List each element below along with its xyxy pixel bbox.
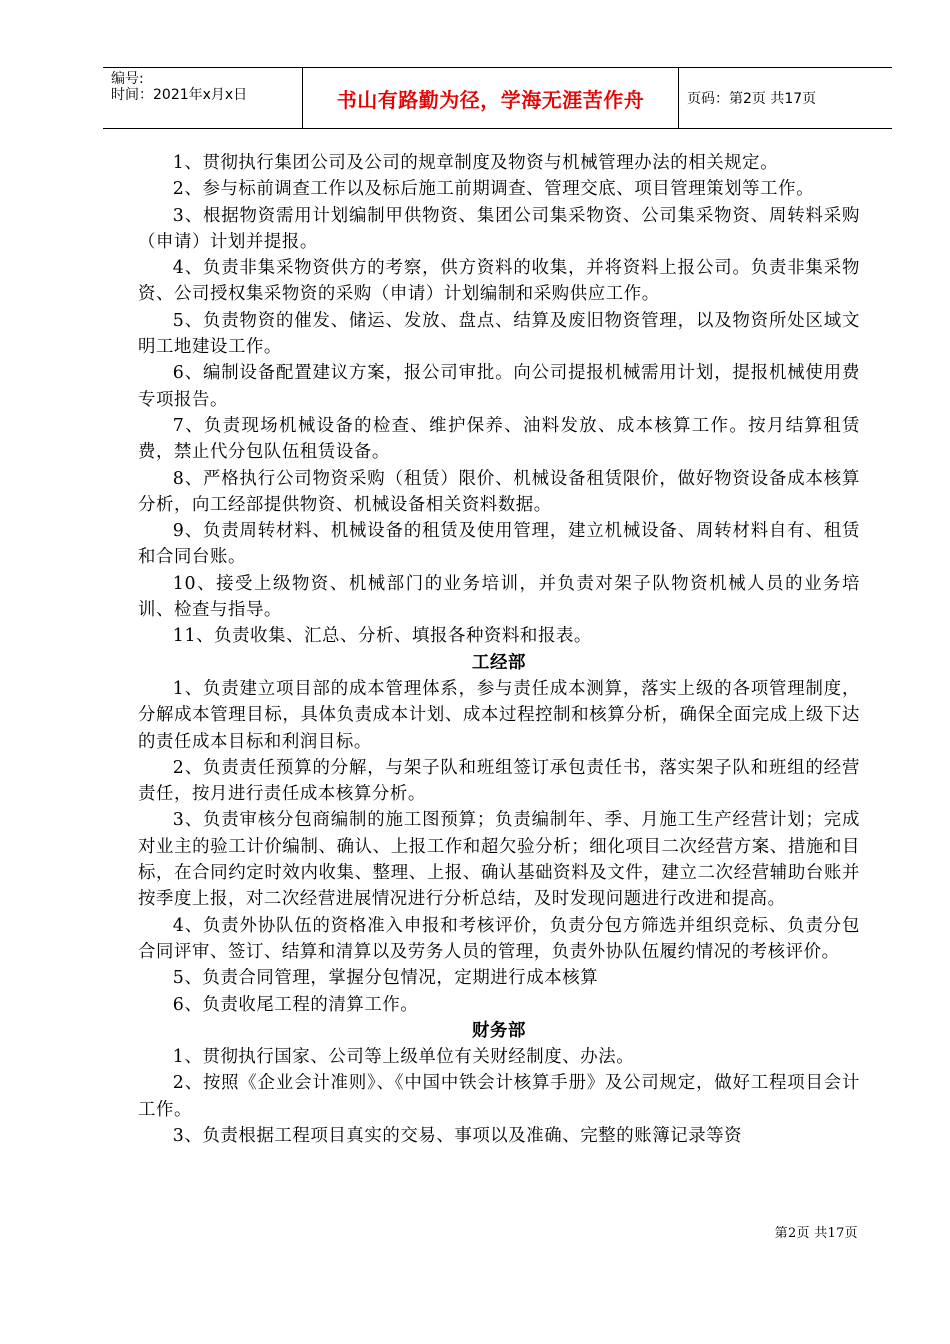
clause-paragraph: 4、负责非集采物资供方的考察，供方资料的收集，并将资料上报公司。负责非集采物资、公司授权集采物资的采购（申请）计划编制和采购供应工作。	[138, 258, 860, 305]
header-page-code: 页码：第2页 共17页	[687, 91, 817, 107]
clause-paragraph: 3、负责根据工程项目真实的交易、事项以及准确、完整的账簿记录等资	[172, 1125, 743, 1146]
clause-paragraph: 10、接受上级物资、机械部门的业务培训，并负责对架子队物资机械人员的业务培训、检查与指导。	[138, 573, 860, 621]
page-footer: 第2页 共17页	[774, 1226, 858, 1241]
clause-paragraph: 7、负责现场机械设备的检查、维护保养、油料发放、成本核算工作。按月结算租赁费，禁止代分包队伍租赁设备。	[138, 415, 860, 463]
document-number: 编号:	[111, 71, 144, 87]
clause-paragraph: 2、参与标前调查工作以及标后施工前期调查、管理交底、项目管理策划等工作。	[172, 179, 815, 200]
clause-paragraph: 6、负责收尾工程的清算工作。	[172, 994, 419, 1015]
clause-paragraph: 8、严格执行公司物资采购（租赁）限价、机械设备租赁限价，做好物资设备成本核算分析，向工经部提供物资、机械设备相关资料数据。	[138, 468, 860, 515]
clause-paragraph: 9、负责周转材料、机械设备的租赁及使用管理，建立机械设备、周转材料自有、租赁和合同台账。	[138, 521, 860, 568]
header-motto: 书山有路勤为径，学海无涯苦作舟	[303, 68, 679, 128]
clause-paragraph: 1、贯彻执行国家、公司等上级单位有关财经制度、办法。	[172, 1047, 635, 1068]
clause-paragraph: 1、贯彻执行集团公司及公司的规章制度及物资与机械管理办法的相关规定。	[172, 153, 779, 173]
clause-paragraph: 3、根据物资需用计划编制甲供物资、集团公司集采物资、公司集采物资、周转料采购（申请）计划并提报。	[138, 205, 860, 252]
clause-paragraph: 2、负责责任预算的分解，与架子队和班组签订承包责任书，落实架子队和班组的经营责任，按月进行责任成本核算分析。	[138, 757, 860, 805]
clause-paragraph: 5、负责合同管理，掌握分包情况，定期进行成本核算	[172, 968, 599, 989]
clause-paragraph: 2、按照《企业会计准则》、《中国中铁会计核算手册》及公司规定，做好工程项目会计工作。	[138, 1073, 860, 1120]
clause-paragraph: 11、负责收集、汇总、分析、填报各种资料和报表。	[172, 626, 592, 647]
clause-paragraph: 4、负责外协队伍的资格准入申报和考核评价，负责分包方筛选并组织竞标、负责分包合同评审、签订、结算和清算以及劳务人员的管理，负责外协队伍履约情况的考核评价。	[138, 915, 860, 962]
document-date: 时间：2021年x月x日	[111, 87, 248, 103]
clause-paragraph: 5、负责物资的催发、储运、发放、盘点、结算及废旧物资管理，以及物资所处区域文明工地建设工作。	[138, 310, 860, 358]
section-title: 财务部	[472, 1020, 526, 1041]
clause-paragraph: 1、负责建立项目部的成本管理体系，参与责任成本测算，落实上级的各项管理制度，分解成本管理目标，具体负责成本计划、成本过程控制和核算分析，确保全面完成上级下达的责任成本目标和利润目标。	[138, 678, 860, 752]
section-title: 工经部	[472, 652, 526, 673]
page-header	[103, 67, 892, 129]
clause-paragraph: 6、编制设备配置建议方案，报公司审批。向公司提报机械需用计划，提报机械使用费专项报告。	[138, 363, 860, 410]
clause-paragraph: 3、负责审核分包商编制的施工图预算；负责编制年、季、月施工生产经营计划；完成对业主的验工计价编制、确认、上报工作和超欠验分析；细化项目二次经营方案、措施和目标，在合同约定时效内收集、整理、上报、确认基础资料及文件，建立二次经营辅助台账并按季度上报，对二次经营进展情况进行分析总结，及时发现问题进行改进和提高。	[138, 810, 860, 910]
header-meta	[103, 68, 303, 128]
document-body	[138, 150, 860, 1149]
